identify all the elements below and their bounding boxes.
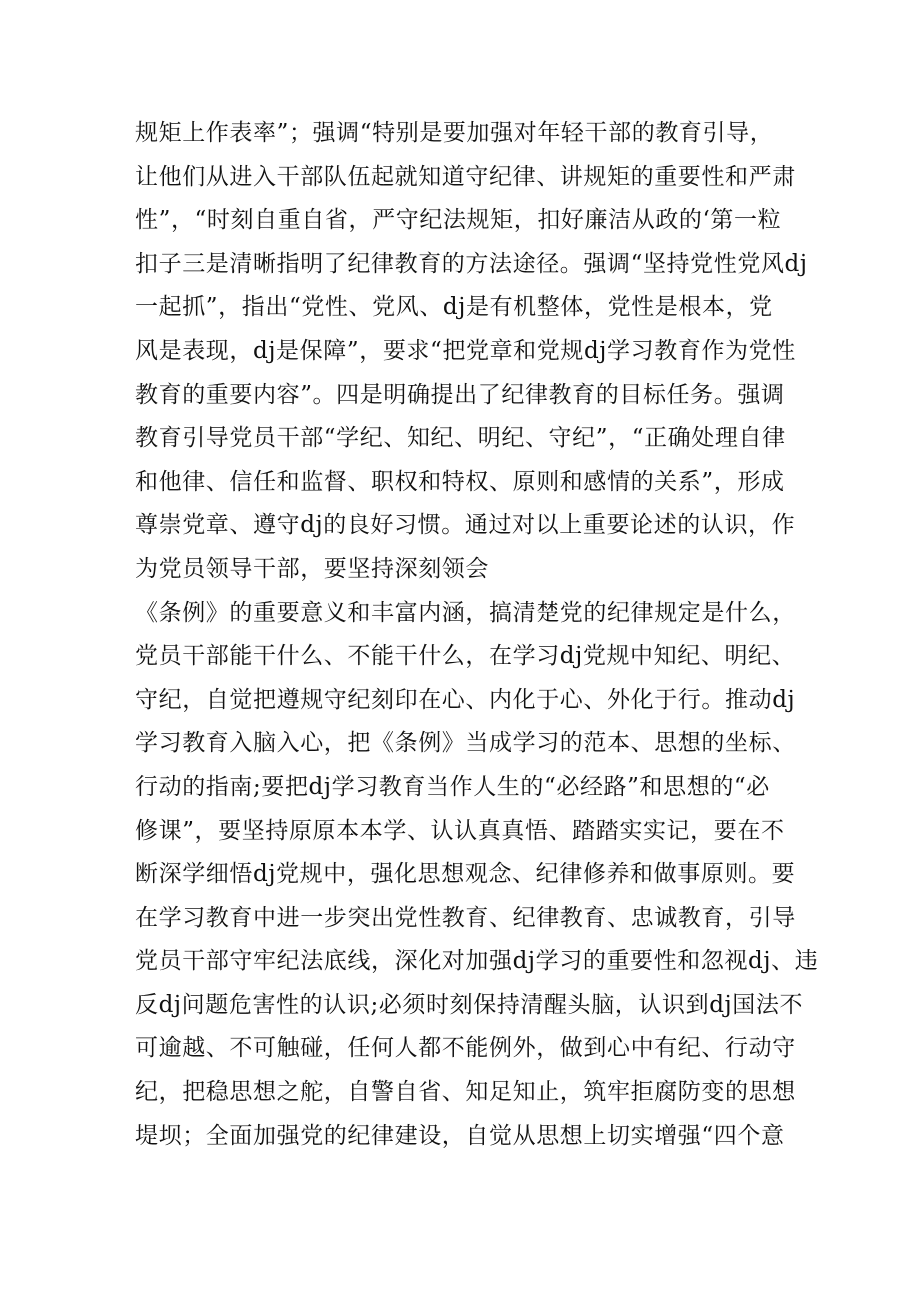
text-line: 扣子三是清晰指明了纪律教育的方法途径。强调“坚持党性党风dj bbox=[135, 250, 808, 277]
text-line: 让他们从进入干部队伍起就知道守纪律、讲规矩的重要性和严肃 bbox=[135, 163, 796, 190]
text-line: 党员干部守牢纪法底线，深化对加强dj学习的重要性和忽视dj、违 bbox=[135, 948, 819, 975]
text-line: 行动的指南;要把dj学习教育当作人生的“必经路”和思想的“必 bbox=[135, 773, 770, 800]
text-line: 一起抓”，指出“党性、党风、dj是有机整体，党性是根本，党 bbox=[135, 294, 773, 321]
text-line: 和他律、信任和监督、职权和特权、原则和感情的关系”，形成 bbox=[135, 468, 785, 495]
text-line: 性”，“时刻自重自省，严守纪法规矩，扣好廉洁从政的‘第一粒 bbox=[135, 207, 782, 234]
text-line: 可逾越、不可触碰，任何人都不能例外，做到心中有纪、行动守 bbox=[135, 1035, 796, 1062]
text-line: 断深学细悟dj党规中，强化思想观念、纪律修养和做事原则。要 bbox=[135, 861, 796, 888]
text-line: 反dj问题危害性的认识;必须时刻保持清醒头脑，认识到dj国法不 bbox=[135, 991, 804, 1018]
text-line: 修课”，要坚持原原本本学、认认真真悟、踏踏实实记，要在不 bbox=[135, 817, 785, 844]
text-line: 堤坝；全面加强党的纪律建设，自觉从思想上切实增强“四个意 bbox=[135, 1122, 785, 1149]
text-line: 规矩上作表率”；强调“特别是要加强对年轻干部的教育引导， bbox=[135, 120, 774, 146]
text-line: 守纪，自觉把遵规守纪刻印在心、内化于心、外化于行。推动dj bbox=[135, 686, 796, 713]
text-line: 为党员领导干部，要坚持深刻领会 bbox=[135, 555, 489, 582]
text-line: 在学习教育中进一步突出党性教育、纪律教育、忠诚教育，引导 bbox=[135, 904, 796, 931]
text-line: 党员干部能干什么、不能干什么，在学习dj党规中知纪、明纪、 bbox=[135, 643, 796, 670]
body-text bbox=[135, 112, 819, 1158]
text-line: 教育的重要内容”。四是明确提出了纪律教育的目标任务。强调 bbox=[135, 381, 785, 408]
text-line: 尊崇党章、遵守dj的良好习惯。通过对以上重要论述的认识，作 bbox=[135, 512, 796, 539]
text-line: 学习教育入脑入心，把《条例》当成学习的范本、思想的坐标、 bbox=[135, 730, 796, 757]
text-line: 《条例》的重要意义和丰富内涵，搞清楚党的纪律规定是什么， bbox=[135, 599, 796, 626]
text-line: 教育引导党员干部“学纪、知纪、明纪、守纪”，“正确处理自律 bbox=[135, 425, 786, 452]
text-line: 风是表现，dj是保障”，要求“把党章和党规dj学习教育作为党性 bbox=[135, 337, 796, 364]
text-line: 纪，把稳思想之舵，自警自省、知足知止，筑牢拒腐防变的思想 bbox=[135, 1079, 796, 1106]
